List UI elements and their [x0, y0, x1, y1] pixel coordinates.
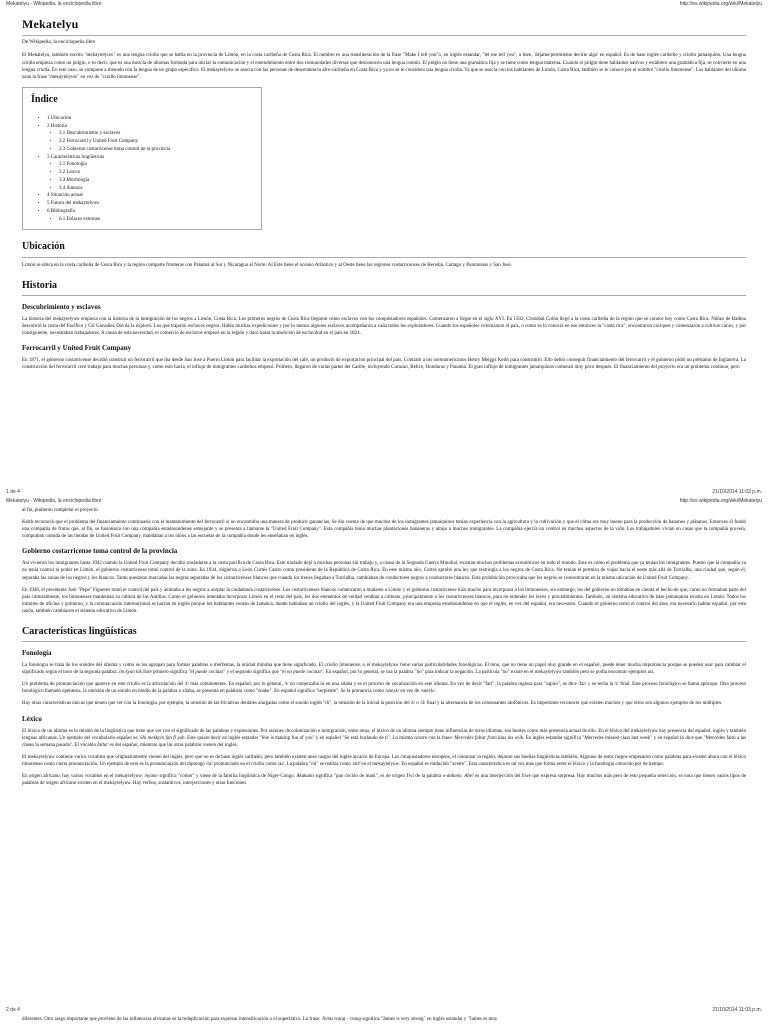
fonologia-paragraph-3: Hay otras características únicas que tienen que ver con la fonología, por ejemplo, la omisión de las fricativas dentales alargadas como el sonido inglés "th", la omisión de la inicial la posición del /t/ o /d/ final y la alternancia de los consonantes alofónicos. Es importante reconocer que existen muchos y que otros son algunos ejemplos de los múltiples. [22, 701, 723, 707]
page-2 [0, 497, 768, 1015]
ubicacion-paragraph: Limón se ubica en la costa caribeña de Costa Rica y la región comparte fronteras con Panamá al Sur y Nicaragua al Norte. Al Este tiene el océano Atlántico y al Oeste tiene las regiones costarricenses de Heredia, Cartago y Puntarenas y San José. [22, 262, 512, 268]
section-heading-ubicacion: Ubicación [22, 240, 746, 257]
toc-subitem[interactable]: • 2.2 Ferrocarril y United Fruit Company [59, 138, 253, 146]
lexico-paragraph-2: El mekaytelyuw contiene varios vocablos que originariamente vienen del inglés, pero que no es de base inglés caribeño, pero también existen unos rasgos del inglés arcaico de Europa. Los conquistadores europeos, el colonizar la región, dejaron sus huellas lingüísticas también. Algunos de estos rasgos empezaron como palabras para existen ahora con el léxico limonense como cierta pronunciación. Un ejemplo de esto es la pronunciación del diptongo /oi/ pronunciado en el criollo como /ai/. La palabra "oil" se realiza como /ail/ en el mekaytelyuw. En español es traducido "aceite". Esta característica es tal vez más que forma entre el léxico y la fonología conocido por de tiempo. [22, 754, 746, 767]
header-title: Mekatelyu - Wikipedia, la enciclopedia libre [6, 1, 102, 7]
subsection-heading-lexico: Léxico [22, 714, 42, 723]
fonologia-paragraph-1: La fonología se trata de los sonidos del idioma y como se los agrupan para formar palabras o morfemas, la unidad mínima que tiene significado. El criollo limonense, o el mekaytelyuw tiene varias particularidades fonológicas. El tono, que no tiene un papel muy grande en el español, puede tener mucha importancia porque se pueden usar para cambiar el significado según el tono de la segunda palabra. im kyan kik Este primero significa "él puede cocinar" y el segundo significa que "él no puede cocinar". En español, por lo general, se usa la palabra "no" para indicar la negación. La partícula "no" existe en el mekaytelyuw también pero se podía encontrar ejemplos así. [22, 663, 746, 676]
gobierno-paragraph-2: En 1948, el presidente José "Pepe" Figueres tomó el control del país y animaba a los negros a aceptar la ciudadanía costarricense. Los costarricenses blancos comenzaron a mudarse a Limón y el gobierno costarricense hizo mucho para incorporar a los limonenses, sin embargo, los del gobierno no tomaban en cuenta el hecho de que, como no formaban parte del país culturalmente, los limonenses mantenían su cultura de las Antillas. Como el gobierno intentaba incorporar Limón en el resto del país, los dos elementos de verdad vendían a culturas, principalmente a los costarricenses blancos, para no entender los leyes y procedimientos. También, un sistema educativo de base jamaiquina existía en Limón. Todos los trámites de oficina y gobierno, y la comunicación internacional se hacían en inglés porque los habitantes venían de Jamaica, donde hablaban un criollo del inglés, y la United Fruit Company era una empresa estadounidense en que el inglés, en vez del español, era necesario. Cuando el gobierno tomó el control del área, era necesario hablar español, por esta razón, también cambiaron el sistema educativo de Limón. [22, 587, 746, 614]
page-title: Mekatelyu [22, 16, 746, 36]
page-header [6, 498, 762, 505]
page-subtitle: De Wikipedia, la enciclopedia libre [22, 39, 96, 46]
toc-subitem[interactable]: • 3.2 Léxico [59, 169, 253, 177]
toc-list [31, 115, 253, 224]
reduplicacion-paragraph: diferentes. Otro rasgo importante que proviene de las influencias africanas es la reduplicación para expresar intensificación o el superlativo. La frase: Jiemz trang – trang significa "James is very strong" en inglés estandar y "James es muy [22, 1017, 498, 1022]
article-content [22, 507, 746, 792]
lexico-paragraph-1: El léxico de un idioma es lo mismo de la lingüística que tiene que ver con el significado de las palabras y expresiones. Por razones de colonización e inmigración, entre otras, el léxico de un idioma siempre tiene influencias de otros idiomas, sea fuertes como más presencia actual de ello. En el léxico del mekaytelyuw hay presencia del español, inglés y también lenguas africanas. Un ejemplo del vocabulario español es: Shi mekkyin fan fi yuh. Este quiere decir en inglés estandar "She is making fun of you" y en español "Se está burlando de ti". Lo mismo ocurre con la frase: Mercedes faltar fram klas las wiik. En inglés estandar significa "Mercedes missed class last week" y en español lo dice que "Mercedes faltó a las clases la semana pasada". El vocablo faltar es del español, mientras que las otras palabras vienen del inglés. [22, 728, 747, 748]
header-title: Mekatelyu - Wikipedia, la enciclopedia libre [6, 498, 102, 504]
print-date: 21/10/2014 11:03 p.m. [712, 488, 762, 495]
continued-paragraph: al fin, pudieron completar el proyecto. [22, 508, 99, 513]
toc-subitem[interactable]: • 6.1 Enlaces externos [59, 216, 253, 224]
page-footer [6, 1007, 762, 1014]
keith-paragraph: Keith reconoció que el problema del financiamiento continuaría con el mantenimiento del ferrocarril si no encontraba una manera de producir ganancias. Se dio cuenta de que muchos de los inmigrantes jamaiquinos tenían experiencia con la agricultura y la cultivación y que el clima era muy bueno para la producción de bananos y plátanos. Entonces él fundó una compañía de frutas que, al fin, se fusionaría con una compañía estadounidense semejante y se presenta a llamarse la "United Fruit Company". Esta compañía tenía muchas plantaciones bananeras y atrajo a muchos inmigrantes. La compañía ejercía un control en muchos aspectos de la vida. Los trabajadores vivían en casas que la compañía proveía, compraban comida de las tiendas de United Fruit Company, mandaban a los niños a las escuelas de la compañía donde les enseñaban en inglés. [22, 520, 746, 540]
toc-item[interactable]: • 3 Características lingüísticas • 3.1 Fonología • 3.2 Léxico • 3.3 Morfología • 3.4 Sintaxis [47, 154, 253, 193]
intro-paragraph: El Mekatelyu, también escrito "mekaytelyuw" es una lengua criolla que se habla en la provincia de Limón, en la costa caribeña de Costa Rica. El nombre es una transliteración de la frase "Make I tell you"o, en inglés estandar, "let me tell you", o bien, 'déjame/permíteme decirte algo' en español. Es de base inglés caribeño y criollo jamaiquino. Una lengua criolla empieza como un pidgin, o es decir, que es una mezcla de idiomas formada para iniciar la comunicación y el entendimiento entre dos comunidades diversas que desconocen una lengua común. El pidgin no tiene una gramática fija y se tiene como lengua materna. Cuando el pidgin tiene hablantes nativos y establece una gramática fija, se convierte en una lengua criolla. En este caso, se compone a menudo con la lengua de un grupo específico. El mekaytelyuw se asocia con las personas de descendencia afro-caribeña en Costa Rica y ya no se le considera una lengua criolla. Ya que se asocia con los habitantes de Limón, Costa Rica, también se le conoce por el nombre "criollo limonense". Los hablantes del idioma usan la frase "mekaytelyuw" en vez de "criollo limonense". [22, 53, 746, 80]
subsection-heading-fonologia: Fonología [22, 649, 52, 658]
toc-item[interactable]: • 5 Futuro del mekaytelyuw [47, 200, 253, 208]
toc-item[interactable]: • 2 Historia • 2.1 Descubrimiento y esclavos • 2.2 Ferrocarril y United Fruit Company • 2.3 Gobierno costarricense toma control de la provincia [47, 123, 253, 154]
ferrocarril-paragraph: En 1871, el gobierno costarricense decidió construir un ferrocarril que iba desde San José a Puerto Limón para facilitar la exportación del café, un producto de exportación principal del país. Contrató a los norteamericanos Henry Meiggs Keith para construirlo. Ello debió conseguir financiamiento del ferrocarril y el gobierno pidió un préstamo de Inglaterra. La construcción del ferrocarril creó trabajo para muchas personas y, como ésto hacía, el influjo de inmigrantes caribeños empezó. Primero, llegaron de varias partes del Caribe, incluyendo Curazao, Belice, Honduras y Panamá. El gran influjo de inmigrantes jamaiquinos comenzó muy poco después. El financiamiento del proyecto era un problema continuo, pero [22, 358, 746, 371]
page-number: 1 de 4 [6, 488, 20, 495]
toc-subitem[interactable]: • 3.3 Morfología [59, 177, 253, 185]
subsection-heading-ferrocarril: Ferrocarril y United Fruit Company [22, 344, 132, 353]
page-footer [6, 489, 762, 496]
toc-title: Índice [31, 93, 58, 105]
article-content [22, 16, 746, 376]
article-content [22, 1016, 746, 1028]
toc-item[interactable]: • 1 Ubicación [47, 115, 253, 123]
toc-subitem[interactable]: • 2.3 Gobierno costarricense toma control de la provincia [59, 146, 253, 154]
toc-item[interactable]: • 6 Bibliografía • 6.1 Enlaces externos [47, 208, 253, 224]
page-number: 2 de 4 [6, 1006, 20, 1013]
gobierno-paragraph-1: Así vivieron los inmigrantes hasta 1942 cuando la United Fruit Company decidió trasladarse a la costa pacífica de Costa Rica. Este traslado dejó a muchas personas sin trabajo y, a causa de la Segunda Guerra Mundial, existían muchos problemas económicos en todo el mundo. Este es como el problema que ya tenían los inmigrantes. Puesto que la compañía ya no tenía control ni poder en Limón, el gobierno costarricense tomó control de la zona. En 1934, eligieron a León Cortés Castro como presidente de la República de Costa Rica. En este mismo año, Cortés aprobó una ley que restringía a los negros de Costa Rica. No tenían el permiso de viajar hacia el oeste más allá de Turrialba, una ciudad que, según él, separaba las zonas de los negros y los blancos. Tanto quedaron marcadas las negras separadas de los costarricenses blancos que cuando los trenes llegaban a Turrialba, cambiaban de conductores negros a conductores blancos. Esta prohibición provocaba que los negros se concentraran en la misma ubicación de United Fruit Company. [22, 561, 746, 581]
page-header [6, 1, 762, 8]
page-3 [0, 1015, 768, 1024]
toc-subitem[interactable]: • 2.1 Descubrimiento y esclavos [59, 130, 253, 138]
table-of-contents [22, 87, 262, 231]
print-date: 21/10/2014 11:03 p.m. [712, 1006, 762, 1013]
page-1 [0, 0, 768, 497]
section-heading-caracteristicas: Características lingüísticas [22, 625, 746, 642]
fonologia-paragraph-2: Un problema de pronunciación que aparece en este criollo es la articulación del /t/ más comúnmente. En español, por lo general, /t/ no comenzaba ni en una sílaba y es el proceso de vocalización en este idioma. En vez de decir "fart", la palabra inglesa para "sapito", se dice /far/ y se techa la /t/ final. Este proceso fonológico se llama apócope. Otro proceso fonológico llamado epéntesis, la omisión de un sonido en medio de la palabra o sílaba, se presenta en palabras como "snake". En español significa "serpiente". Se la pronuncia como /sneyk/ en vez de /sneyk/. [22, 682, 746, 695]
toc-subitem[interactable]: • 3.4 Sintaxis [59, 185, 253, 193]
subsection-heading-gobierno: Gobierno costarricense toma control de la provincia [22, 547, 178, 556]
descubrimiento-paragraph: La historia del mekaytelyuw empieza con la historia de la inmigración de los negros a Limón, Costa Rica. Los primeros negros de Costa Rica llegaron como esclavos con los conquistadores españoles. Comenzaron a llegar en el siglo XVI. En 1502, Cristóbal Colón llegó a la costa caribeña de la región que se conoce hoy como Costa Rica. Núñez de Balboa descubrió la costa del Pacífico y Gil González Dávila la exploró. Los que trajeron esclavos negros. Había muchas expediciones y por lo menos algunos esclavos acompañaron a cada todos los exploradores. Cuando los españoles colonizaron el país, o como se la conocía en ese entonces la "costa rica", encontraron caciques y comenzaron a cultivar cacao, y por consiguiente, necesitaban trabajadores. A causa de esta necesidad, el comercio de esclavos empezó en la región y duró hasta la abolición de esclavitud en el país en 1824. [22, 316, 746, 337]
header-url[interactable]: http://es.wikipedia.org/wiki/Mekatelyu [679, 1, 762, 7]
section-heading-historia: Historia [22, 279, 746, 296]
subsection-heading-descubrimiento: Descubrimiento y esclavos [22, 302, 101, 311]
toc-subitem[interactable]: • 3.1 Fonología [59, 161, 253, 169]
lexico-paragraph-3: En origen africano, hay varios vocablos en el mekaytelyuw. /nyam/ significa "comer" y viene de la familia lingüística de Níger-Congo. Akukumi significa "pan cocido de maní", es de origen Twi de la palabra o-dokono. Ahe! es una interjección del Ewe que expresa sorpresa. Hay muchos más pero de esto pequeña selección, se nota que tienen varios tipos de palabras de origen africano existen en el mekaytelyuw. Hay verbos, sustantivos, interjecciones y otras funciones [22, 773, 747, 787]
header-url[interactable]: http://es.wikipedia.org/wiki/Mekatelyu [679, 498, 762, 504]
toc-item[interactable]: • 4 Situación actual [47, 192, 253, 200]
